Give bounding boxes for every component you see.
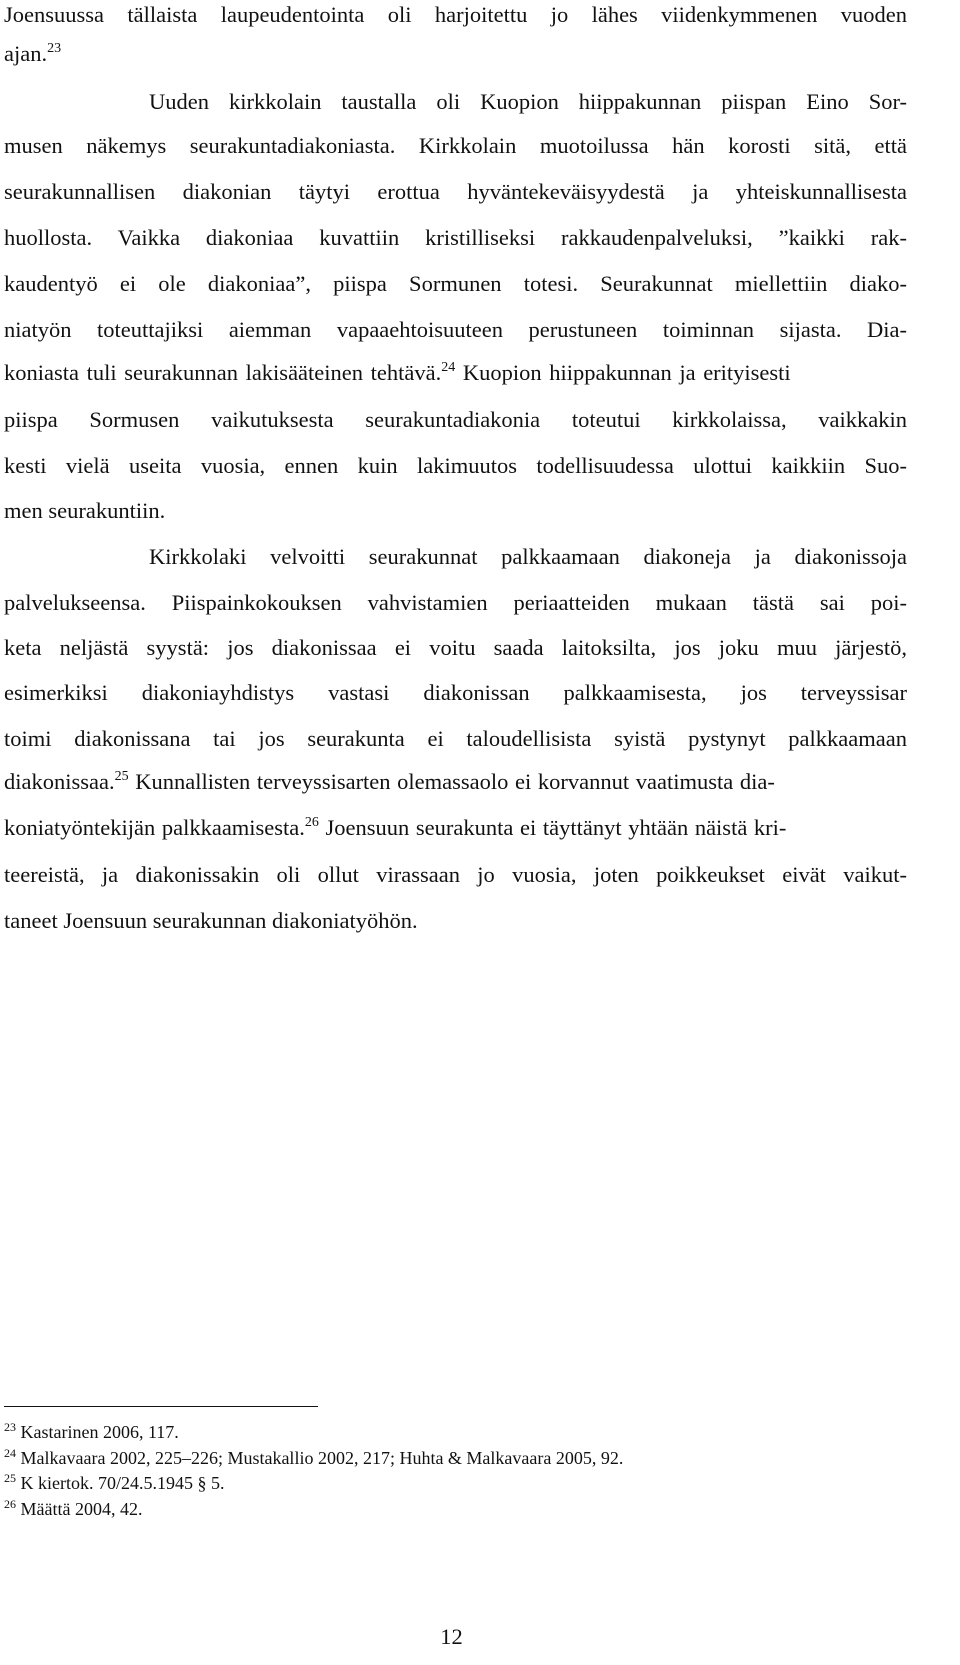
footnote xyxy=(4,1471,225,1495)
footnote-number: 24 xyxy=(4,1446,16,1460)
footnote-text: Kastarinen 2006, 117. xyxy=(20,1422,179,1442)
body-line xyxy=(4,767,907,797)
footnote-text: K kiertok. 70/24.5.1945 § 5. xyxy=(20,1473,225,1493)
body-text: koniatyöntekijän palkkaamisesta. xyxy=(4,815,305,840)
footnote-text: Malkavaara 2002, 225–226; Mustakallio 2002, 217; Huhta & Malkavaara 2005, 92. xyxy=(20,1448,624,1468)
body-text: koniasta tuli seurakunnan lakisääteinen tehtävä. xyxy=(4,360,442,385)
footnote-number: 23 xyxy=(4,1420,16,1434)
footnote-number: 25 xyxy=(4,1471,16,1485)
body-text: Joensuun seurakunta ei täyttänyt yhtään näistä kri- xyxy=(318,815,787,840)
footnote xyxy=(4,1420,179,1444)
footnote-text: Määttä 2004, 42. xyxy=(20,1499,143,1519)
body-line: Uuden kirkkolain taustalla oli Kuopion hiippakunnan piispan Eino Sor- xyxy=(149,89,907,114)
footnote xyxy=(4,1446,623,1470)
body-text: ajan. xyxy=(4,41,48,66)
body-line: niatyön toteuttajiksi aiemman vapaaehtoisuuteen perustuneen toiminnan sijasta. Dia- xyxy=(4,317,907,342)
body-line: huollosta. Vaikka diakoniaa kuvattiin kristilliseksi rakkaudenpalveluksi, ”kaikki rak- xyxy=(4,225,907,250)
body-line: kesti vielä useita vuosia, ennen kuin lakimuutos todellisuudessa ulottui kaikkiin Suo- xyxy=(4,453,907,478)
body-line: seurakunnallisen diakonian täytyi erottua hyväntekeväisyydestä ja yhteiskunnallisesta xyxy=(4,179,907,204)
footnote-number: 26 xyxy=(4,1497,16,1511)
body-line: men seurakuntiin. xyxy=(4,498,166,523)
body-line: musen näkemys seurakuntadiakoniasta. Kirkkolain muotoilussa hän korosti sitä, että xyxy=(4,133,907,158)
body-line: piispa Sormusen vaikutuksesta seurakuntadiakonia toteutui kirkkolaissa, vaikkakin xyxy=(4,407,907,432)
footnote-separator xyxy=(4,1406,318,1407)
page-number: 12 xyxy=(440,1624,463,1649)
footnote-ref[interactable]: 24 xyxy=(441,360,456,375)
body-line xyxy=(4,813,907,843)
body-line: toimi diakonissana tai jos seurakunta ei taloudellisista syistä pystynyt palkkaamaan xyxy=(4,726,907,751)
body-text: diakonissaa. xyxy=(4,769,115,794)
body-line: teereistä, ja diakonissakin oli ollut virassaan jo vuosia, joten poikkeukset eivät vaikut- xyxy=(4,862,907,887)
body-line xyxy=(4,39,907,69)
footnote xyxy=(4,1497,142,1521)
footnote-ref[interactable]: 26 xyxy=(304,815,319,830)
body-line xyxy=(4,358,907,388)
body-line: Kirkkolaki velvoitti seurakunnat palkkaamaan diakoneja ja diakonissoja xyxy=(149,544,907,569)
footnote-ref[interactable]: 23 xyxy=(47,41,62,56)
body-line: keta neljästä syystä: jos diakonissaa ei voitu saada laitoksilta, jos joku muu järjestö, xyxy=(4,635,907,660)
body-line: Joensuussa tällaista laupeudentointa oli harjoitettu jo lähes viidenkymmenen vuoden xyxy=(4,2,907,27)
body-text: Kunnallisten terveyssisarten olemassaolo ei korvannut vaatimusta dia- xyxy=(128,769,775,794)
body-line: kaudentyö ei ole diakoniaa”, piispa Sormunen totesi. Seurakunnat miellettiin diako- xyxy=(4,271,907,296)
body-text: Kuopion hiippakunnan ja erityisesti xyxy=(455,360,791,385)
body-line: palvelukseensa. Piispainkokouksen vahvistamien periaatteiden mukaan tästä sai poi- xyxy=(4,590,907,615)
footnote-ref[interactable]: 25 xyxy=(114,769,129,784)
body-line: taneet Joensuun seurakunnan diakoniatyöhön. xyxy=(4,908,418,933)
body-line: esimerkiksi diakoniayhdistys vastasi diakonissan palkkaamisesta, jos terveyssisar xyxy=(4,680,907,705)
